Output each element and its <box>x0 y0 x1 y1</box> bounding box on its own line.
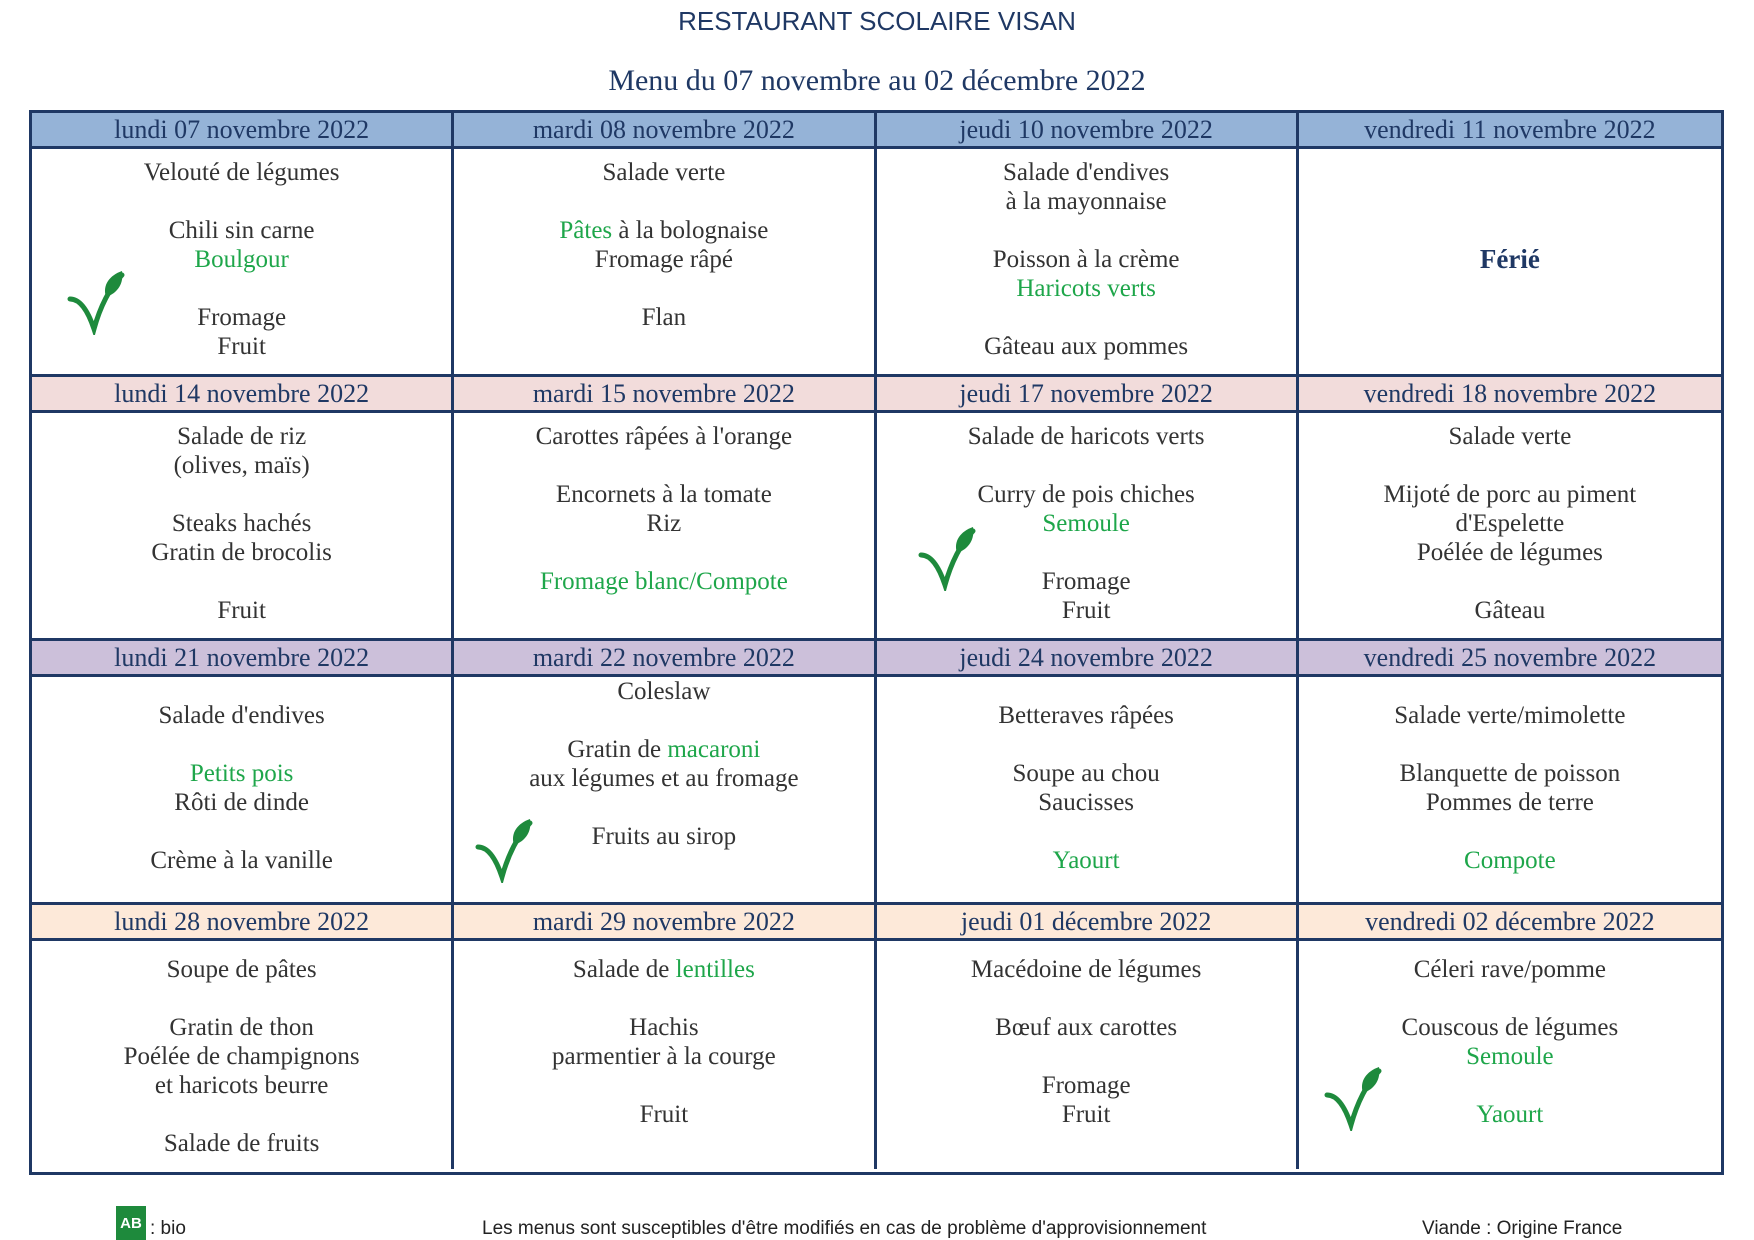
menu-item: Flan <box>641 304 687 331</box>
vegetarian-leaf-icon <box>917 525 977 591</box>
menu-item: Salade verte <box>602 159 726 186</box>
menu-item: Salade verte/mimolette <box>1394 701 1626 729</box>
holiday-label: Férié <box>1479 244 1540 274</box>
menu-item-bio: macaroni <box>667 736 761 763</box>
menu-item-bio: Boulgour <box>194 246 289 273</box>
bio-legend: : bio <box>150 1218 186 1239</box>
menu-item <box>573 955 755 984</box>
menu-item: aux légumes et au fromage <box>529 765 799 792</box>
menu-item-text: Gratin de <box>567 736 668 763</box>
day-menu <box>877 413 1299 641</box>
menu-item: Bœuf aux carottes <box>995 1014 1178 1041</box>
menu-item-bio: Fromage blanc/Compote <box>539 568 788 595</box>
day-menu <box>454 677 876 905</box>
day-header: jeudi 17 novembre 2022 <box>877 377 1299 413</box>
day-menu <box>454 941 876 1169</box>
menu-item <box>559 216 768 245</box>
menu-item: Fruit <box>217 333 266 360</box>
menu-item: Poélée de légumes <box>1416 539 1603 566</box>
day-menu <box>32 677 454 905</box>
menu-grid <box>29 110 1724 1175</box>
menu-item: Soupe au chou <box>1012 759 1160 787</box>
day-header: lundi 21 novembre 2022 <box>32 641 454 677</box>
menu-item: Soupe de pâtes <box>166 956 317 983</box>
menu-item-text: Salade de <box>572 956 676 983</box>
day-header: lundi 28 novembre 2022 <box>32 905 454 941</box>
menu-item-bio: Haricots verts <box>1016 275 1156 302</box>
menu-item: Curry de pois chiches <box>977 481 1195 508</box>
menu-item: Salade de riz <box>177 423 307 450</box>
meat-origin-note: Viande : Origine France <box>1422 1218 1623 1239</box>
menu-item: Fruit <box>1061 597 1111 624</box>
menu-item: Crème à la vanille <box>150 846 333 874</box>
menu-item: Gâteau <box>1474 597 1546 624</box>
menu-item: Coleslaw <box>617 678 711 705</box>
day-menu <box>1299 413 1721 641</box>
menu-item: Pommes de terre <box>1425 788 1594 816</box>
menu-item: (olives, maïs) <box>173 452 310 479</box>
menu-item: Salade verte <box>1448 423 1572 450</box>
menu-period-subtitle: Menu du 07 novembre au 02 décembre 2022 <box>608 64 1146 97</box>
menu-item: Fromage <box>1041 1072 1131 1099</box>
menu-item: Steaks hachés <box>171 510 312 537</box>
day-menu <box>454 149 876 377</box>
menu-item: Velouté de légumes <box>143 159 340 186</box>
menu-item: Macédoine de légumes <box>970 956 1202 983</box>
menu-item: Fruit <box>217 597 266 624</box>
day-header: lundi 07 novembre 2022 <box>32 113 454 149</box>
menu-item: Poisson à la crème <box>992 246 1180 273</box>
vegetarian-leaf-icon <box>66 269 126 335</box>
page-title: RESTAURANT SCOLAIRE VISAN <box>678 6 1076 36</box>
menu-item: Fromage râpé <box>594 246 733 273</box>
menu-item-bio: Petits pois <box>189 759 294 787</box>
menu-item: Salade de fruits <box>163 1130 320 1157</box>
day-menu <box>877 677 1299 905</box>
menu-item-bio: Pâtes <box>559 217 613 244</box>
menu-item: Fruit <box>639 1101 689 1128</box>
menu-item-bio: Yaourt <box>1052 846 1120 874</box>
menu-item: Gratin de brocolis <box>151 539 332 566</box>
day-menu <box>877 941 1299 1169</box>
menu-item: Fruits au sirop <box>591 823 737 850</box>
menu-item: Mijoté de porc au piment <box>1383 481 1637 508</box>
menu-item: Céleri rave/pomme <box>1413 956 1607 983</box>
day-header: mardi 29 novembre 2022 <box>454 905 876 941</box>
day-header: lundi 14 novembre 2022 <box>32 377 454 413</box>
menu-item: Poélée de champignons <box>123 1043 360 1070</box>
menu-item: et haricots beurre <box>154 1072 329 1099</box>
day-menu <box>1299 677 1721 905</box>
day-header: jeudi 10 novembre 2022 <box>877 113 1299 149</box>
menu-item: Fromage <box>197 304 287 331</box>
day-header: mardi 08 novembre 2022 <box>454 113 876 149</box>
menu-item: Saucisses <box>1038 788 1135 816</box>
day-header: jeudi 24 novembre 2022 <box>877 641 1299 677</box>
menu-item: à la mayonnaise <box>1005 188 1167 215</box>
menu-item: Blanquette de poisson <box>1399 759 1621 787</box>
menu-item: Hachis <box>629 1014 699 1041</box>
menu-item-bio: lentilles <box>675 956 755 983</box>
menu-item: parmentier à la courge <box>552 1043 776 1070</box>
menu-item: Gratin de thon <box>169 1014 314 1041</box>
day-header: vendredi 18 novembre 2022 <box>1299 377 1721 413</box>
menu-item: Salade d'endives <box>158 701 325 729</box>
menu-item-bio: Semoule <box>1042 510 1130 537</box>
menu-item: Riz <box>646 510 682 537</box>
menu-item: Encornets à la tomate <box>555 481 772 508</box>
supply-notice: Les menus sont susceptibles d'être modifiés en cas de problème d'approvisionnement <box>482 1218 1207 1239</box>
menu-item <box>567 735 760 764</box>
menu-item: Salade de haricots verts <box>967 423 1205 450</box>
day-header: vendredi 11 novembre 2022 <box>1299 113 1721 149</box>
menu-item: Couscous de légumes <box>1401 1014 1619 1041</box>
day-menu <box>1299 149 1721 377</box>
menu-item: Gâteau aux pommes <box>984 333 1189 360</box>
menu-item: d'Espelette <box>1455 510 1565 537</box>
menu-item: Rôti de dinde <box>174 788 309 816</box>
menu-item-bio: Semoule <box>1466 1043 1554 1070</box>
menu-item: Betteraves râpées <box>998 701 1174 729</box>
day-header: vendredi 02 décembre 2022 <box>1299 905 1721 941</box>
day-menu <box>32 941 454 1169</box>
menu-item: Carottes râpées à l'orange <box>535 423 793 450</box>
menu-item: Fruit <box>1061 1101 1111 1128</box>
day-menu <box>877 149 1299 377</box>
day-header: mardi 22 novembre 2022 <box>454 641 876 677</box>
day-menu <box>32 149 454 377</box>
menu-item-bio: Yaourt <box>1476 1101 1544 1128</box>
day-header: mardi 15 novembre 2022 <box>454 377 876 413</box>
menu-item-bio: Compote <box>1464 846 1556 874</box>
organic-ab-logo-icon: AB <box>116 1206 146 1240</box>
day-menu <box>32 413 454 641</box>
day-header: jeudi 01 décembre 2022 <box>877 905 1299 941</box>
vegetarian-leaf-icon <box>1323 1065 1383 1131</box>
day-header: vendredi 25 novembre 2022 <box>1299 641 1721 677</box>
day-menu <box>454 413 876 641</box>
menu-item-text: à la bolognaise <box>612 217 769 244</box>
vegetarian-leaf-icon <box>474 817 534 883</box>
day-menu <box>1299 941 1721 1169</box>
menu-item: Salade d'endives <box>1002 159 1170 186</box>
menu-item: Chili sin carne <box>168 217 315 244</box>
menu-item: Fromage <box>1041 568 1131 595</box>
